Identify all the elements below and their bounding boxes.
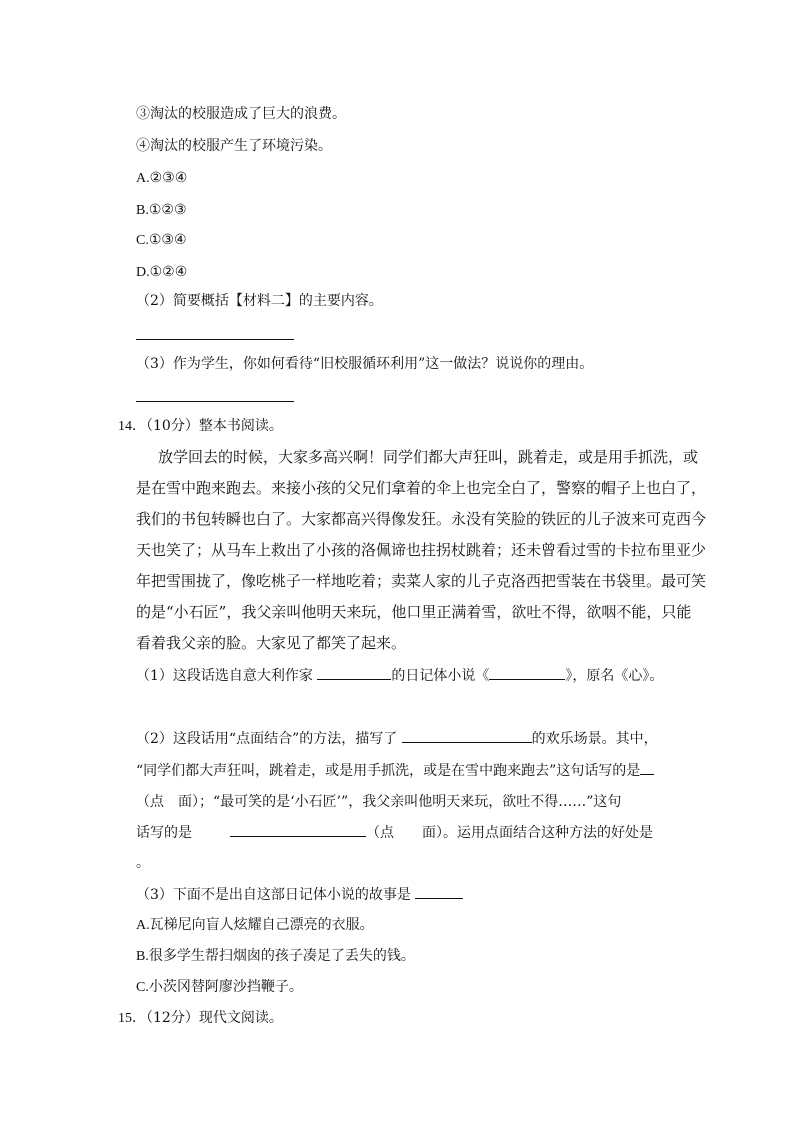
option-text: ②③④ bbox=[149, 170, 188, 186]
q14-sub2-line-3 bbox=[136, 792, 621, 812]
question-number: 15． bbox=[118, 1011, 146, 1026]
q14-passage-line-2: 是在雪中跑来跑去。来接小孩的父兄们拿着的伞上也完全白了，警察的帽子上也白了， bbox=[136, 479, 707, 497]
q14-sub1-text-b: 的日记体小说《 bbox=[391, 668, 490, 684]
q15-heading bbox=[118, 1008, 283, 1029]
q14-sub2-text: （点 bbox=[366, 825, 394, 841]
q14-option-a bbox=[136, 915, 374, 936]
q14-sub2-text: 面）。运用点面结合这种方法的好处是 bbox=[422, 825, 653, 841]
q14-passage-line-7: 看着我父亲的脸。大家见了都笑了起来。 bbox=[136, 634, 407, 652]
q13-sub3-answer-line[interactable] bbox=[136, 401, 294, 402]
q14-sub2-line-1 bbox=[136, 728, 658, 749]
q14-passage-line-3: 我们的书包转瞬也白了。大家都高兴得像发狂。永没有笑脸的铁匠的儿子波来可克西今 bbox=[136, 510, 707, 528]
question-title: 现代文阅读。 bbox=[198, 1010, 283, 1026]
option-label: C. bbox=[136, 233, 149, 248]
option-text: ①③④ bbox=[148, 232, 187, 248]
q14-sub2-text: 话写的是 bbox=[136, 825, 192, 841]
q14-sub2-blank-type-1[interactable] bbox=[640, 760, 654, 775]
q13-sub2-prompt: （2）简要概括【材料二】的主要内容。 bbox=[136, 293, 383, 309]
q13-sub2-answer-line[interactable] bbox=[136, 339, 294, 340]
q13-sub3-prompt: （3）作为学生，你如何看待“旧校服循环利用”这一做法？说说你的理由。 bbox=[136, 356, 594, 372]
q14-passage-line-4: 天也笑了；从马车上救出了小孩的洛佩谛也拄拐杖跳着；还未曾看过雪的卡拉布里亚少 bbox=[136, 541, 707, 559]
q13-option-c bbox=[136, 230, 187, 251]
q14-sub2-blank-scene[interactable] bbox=[402, 728, 532, 743]
q14-sub2-text: （点 bbox=[136, 794, 164, 810]
option-text: 小茨冈替阿廖沙挡鞭子。 bbox=[148, 979, 303, 995]
q13-option-d bbox=[136, 262, 187, 283]
q13-option-b bbox=[136, 200, 187, 221]
q14-option-c bbox=[136, 977, 303, 998]
q14-sub2-text: 面）；“最可笑的是‘小石匠’”，我父亲叫他明天来玩，欲吐不得……”这句 bbox=[178, 794, 622, 810]
q14-sub2-line-5: 。 bbox=[136, 855, 150, 871]
question-score: （10分） bbox=[146, 418, 199, 434]
q14-sub2-line-2 bbox=[136, 760, 654, 781]
q13-item-3: ③淘汰的校服造成了巨大的浪费。 bbox=[136, 106, 346, 122]
option-text: ①②③ bbox=[148, 202, 187, 218]
option-text: 瓦梯尼向盲人炫耀自己漂亮的衣服。 bbox=[149, 917, 374, 933]
option-label: D. bbox=[136, 265, 150, 280]
q14-passage-line-5: 年把雪围拢了，像吃桃子一样地吃着；卖菜人家的儿子克洛西把雪装在书袋里。最可笑 bbox=[136, 572, 707, 590]
option-label: A. bbox=[136, 171, 150, 186]
q14-sub1-blank-author[interactable] bbox=[317, 665, 391, 680]
q13-item-4: ④淘汰的校服产生了环境污染。 bbox=[136, 138, 332, 154]
q14-sub2-text: 的欢乐场景。其中， bbox=[531, 731, 658, 747]
option-text: 很多学生帮扫烟囱的孩子凑足了丢失的钱。 bbox=[148, 948, 415, 964]
q14-heading bbox=[118, 416, 283, 437]
question-number: 14． bbox=[118, 419, 146, 434]
question-score: （12分） bbox=[146, 1010, 199, 1026]
q13-option-a bbox=[136, 168, 187, 189]
q14-sub2-text: （2）这段话用“点面结合”的方法，描写了 bbox=[136, 731, 402, 747]
option-label: A. bbox=[136, 918, 150, 933]
option-label: B. bbox=[136, 949, 149, 964]
q14-sub1-blank-title[interactable] bbox=[489, 665, 565, 680]
q14-sub1-text-a: （1）这段话选自意大利作家 bbox=[136, 668, 318, 684]
option-label: C. bbox=[136, 980, 149, 995]
q14-sub3-blank[interactable] bbox=[415, 884, 463, 899]
q14-sub2-text: “同学们都大声狂叫，跳着走，或是用手抓洗，或是在雪中跑来跑去”这句话写的是 bbox=[136, 763, 641, 779]
q14-passage-line-6: 的是“小石匠”，我父亲叫他明天来玩，他口里正满着雪，欲吐不得，欲咽不能，只能 bbox=[136, 603, 692, 621]
q14-passage-line-1: 放学回去的时候，大家多高兴啊！同学们都大声狂叫，跳着走，或是用手抓洗，或 bbox=[158, 448, 699, 466]
option-text: ①②④ bbox=[149, 264, 188, 280]
q14-sub3-text: （3）下面不是出自这部日记体小说的故事是 bbox=[136, 887, 416, 903]
q14-sub2-line-4 bbox=[136, 822, 653, 843]
question-title: 整本书阅读。 bbox=[198, 418, 283, 434]
q14-sub2-blank-type-2[interactable] bbox=[230, 822, 366, 837]
q14-sub1 bbox=[136, 665, 663, 686]
q14-sub3 bbox=[136, 884, 463, 905]
option-label: B. bbox=[136, 203, 149, 218]
q14-sub1-text-c: 》，原名《心》。 bbox=[565, 668, 664, 684]
q14-option-b bbox=[136, 946, 415, 967]
